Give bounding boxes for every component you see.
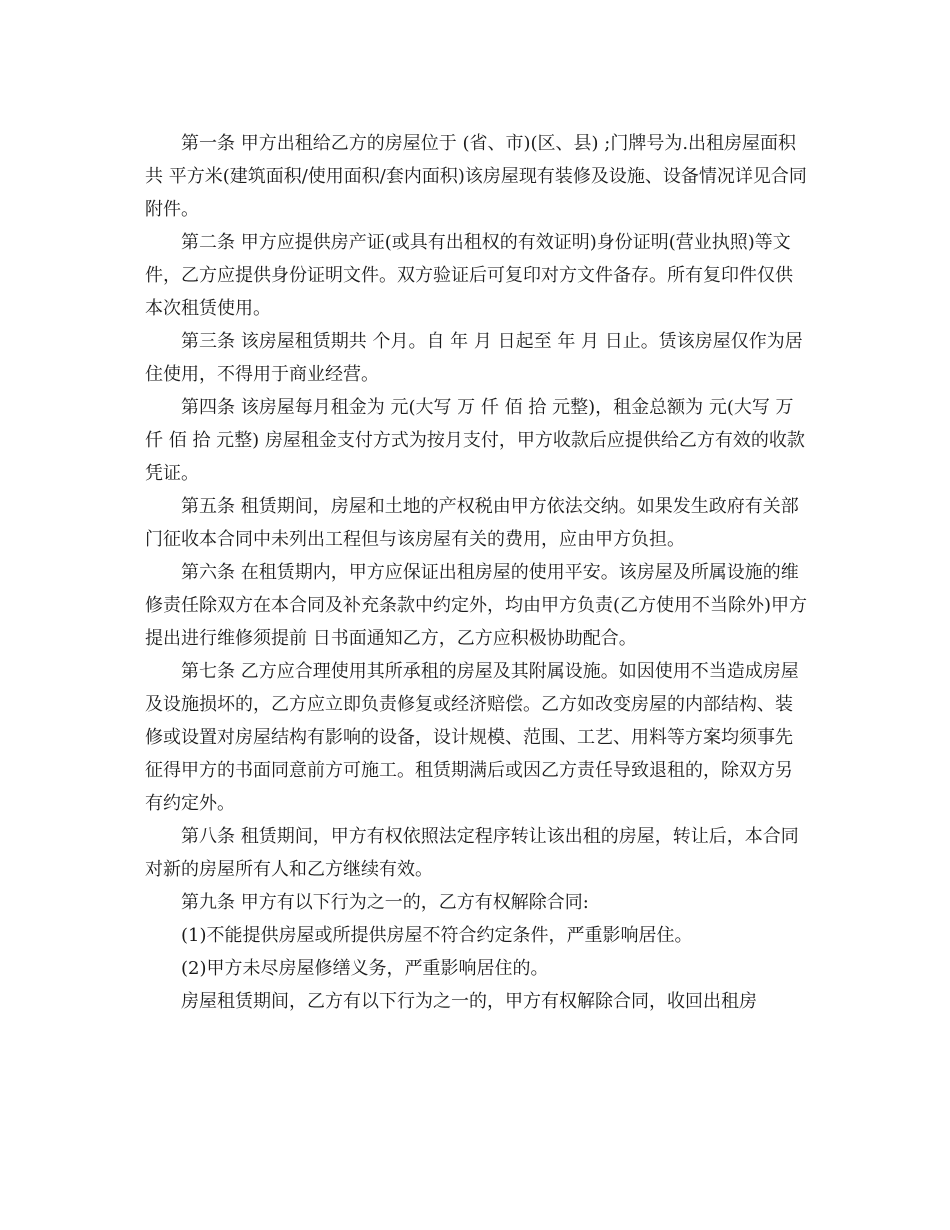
clause-2-paragraph: 第二条 甲方应提供房产证(或具有出租权的有效证明)身份证明(营业执照)等文件，乙方应提供身份证明文件。双方验证后可复印对方文件备存。所有复印件仅供本次租赁使用。 <box>145 232 793 319</box>
clause-3-paragraph: 第三条 该房屋租赁期共 个月。自 年 月 日起至 年 月 日止。赁该房屋仅作为居住使用，不得用于商业经营。 <box>145 331 803 385</box>
clause-7-paragraph: 第七条 乙方应合理使用其所承租的房屋及其附属设施。如因使用不当造成房屋及设施损坏的，乙方应立即负责修复或经济赔偿。乙方如改变房屋的内部结构、装修或设置对房屋结构有影响的设备，设计规模、范围、工艺、用料等方案均须事先征得甲方的书面同意前方可施工。租赁期满后或因乙方责任导致退租的，除双方另有约定外。 <box>145 661 799 814</box>
clause-9-paragraph: 第九条 甲方有以下行为之一的，乙方有权解除合同: <box>181 892 589 913</box>
clause-6-paragraph: 第六条 在租赁期内，甲方应保证出租房屋的使用平安。该房屋及所属设施的维修责任除双方在本合同及补充条款中约定外，均由甲方负责(乙方使用不当除外)甲方提出进行维修须提前 日书面通知乙方，乙方应积极协助配合。 <box>145 562 808 649</box>
clause-5-paragraph: 第五条 租赁期间，房屋和土地的产权税由甲方依法交纳。如果发生政府有关部门征收本合同中未列出工程但与该房屋有关的费用，应由甲方负担。 <box>145 496 799 550</box>
clause-8-paragraph: 第八条 租赁期间，甲方有权依照法定程序转让该出租的房屋，转让后，本合同对新的房屋所有人和乙方继续有效。 <box>145 826 799 880</box>
tenant-termination-paragraph: 房屋租赁期间，乙方有以下行为之一的，甲方有权解除合同，收回出租房 <box>181 991 757 1012</box>
clause-1-paragraph: 第一条 甲方出租给乙方的房屋位于 (省、市)(区、县) ;门牌号为.出租房屋面积共 平方米(建筑面积/使用面积/套内面积)该房屋现有装修及设施、设备情况详见合同附件。 <box>145 133 807 220</box>
clause-9-item-2: (2)甲方未尽房屋修缮义务，严重影响居住的。 <box>181 958 549 979</box>
contract-body <box>145 127 810 1018</box>
clause-9-item-1: (1)不能提供房屋或所提供房屋不符合约定条件，严重影响居住。 <box>181 925 693 946</box>
clause-4-paragraph: 第四条 该房屋每月租金为 元(大写 万 仟 佰 拾 元整)，租金总额为 元(大写 万 仟 佰 拾 元整) 房屋租金支付方式为按月支付，甲方收款后应提供给乙方有效的收款凭证。 <box>145 397 805 484</box>
